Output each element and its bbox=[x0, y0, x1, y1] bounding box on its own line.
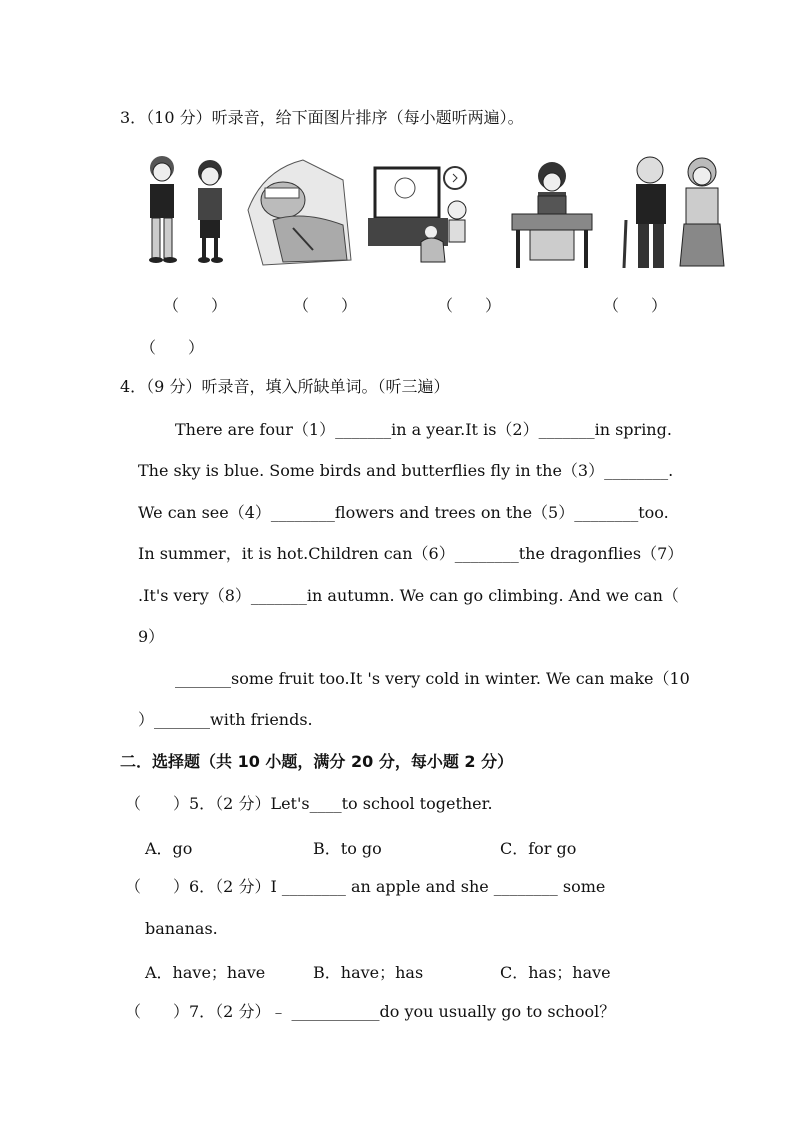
picture-answer-blank-2[interactable]: （ ） bbox=[293, 296, 358, 315]
q6-option-c[interactable]: C．has；have bbox=[500, 963, 611, 982]
q4-passage-line-5: .It's very（8）_______in autumn. We can go climbing. And we can（ bbox=[138, 586, 679, 605]
q6-stem-continued: bananas. bbox=[145, 919, 218, 938]
q4-passage-line-3: We can see（4）________flowers and trees on the（5）________too. bbox=[138, 503, 669, 522]
picture-answer-blank-1[interactable]: （ ） bbox=[163, 296, 228, 315]
q4-passage-line-1: There are four（1）_______in a year.It is（2）_______in spring. bbox=[175, 420, 672, 439]
q3-heading: 3．（10 分）听录音，给下面图片排序（每小题听两遍）。 bbox=[120, 108, 524, 127]
q4-passage-line-2: The sky is blue. Some birds and butterflies fly in the（3）________. bbox=[138, 461, 674, 480]
q6-stem: （ ）6．（2 分）I ________ an apple and she ________ some bbox=[125, 877, 606, 896]
q5-option-c[interactable]: C．for go bbox=[500, 839, 577, 858]
picture-answer-blank-4[interactable]: （ ） bbox=[603, 296, 668, 315]
q4-heading: 4．（9 分）听录音，填入所缺单词。（听三遍） bbox=[120, 377, 450, 396]
section-2-heading: 二．选择题（共 10 小题，满分 20 分，每小题 2 分） bbox=[120, 752, 514, 771]
q4-passage-line-4: In summer，it is hot.Children can（6）________the dragonflies（7） bbox=[138, 544, 684, 563]
q7-stem: （ ）7．（2 分）﹣ ___________do you usually go to school？ bbox=[125, 1002, 616, 1021]
q6-option-b[interactable]: B．have；has bbox=[313, 963, 424, 982]
q6-option-a[interactable]: A．have；have bbox=[145, 963, 266, 982]
girl-reading-at-desk-picture bbox=[508, 150, 596, 272]
elderly-couple-picture bbox=[618, 150, 730, 272]
q5-option-a[interactable]: A．go bbox=[145, 839, 193, 858]
picture-answer-blank-5[interactable]: （ ） bbox=[140, 338, 205, 357]
two-boys-picture bbox=[140, 150, 235, 272]
q5-option-b[interactable]: B．to go bbox=[313, 839, 382, 858]
children-watching-tv-picture bbox=[365, 150, 475, 272]
q4-passage-line-7: _______some fruit too.It 's very cold in winter. We can make（10 bbox=[175, 669, 690, 688]
picture-answer-blank-3[interactable]: （ ） bbox=[437, 296, 502, 315]
q4-passage-line-8: ）_______with friends. bbox=[138, 710, 313, 729]
q4-passage-line-6: 9） bbox=[138, 627, 165, 646]
q5-stem: （ ）5．（2 分）Let's____to school together. bbox=[125, 794, 493, 813]
sick-child-in-bed-picture bbox=[243, 150, 355, 272]
